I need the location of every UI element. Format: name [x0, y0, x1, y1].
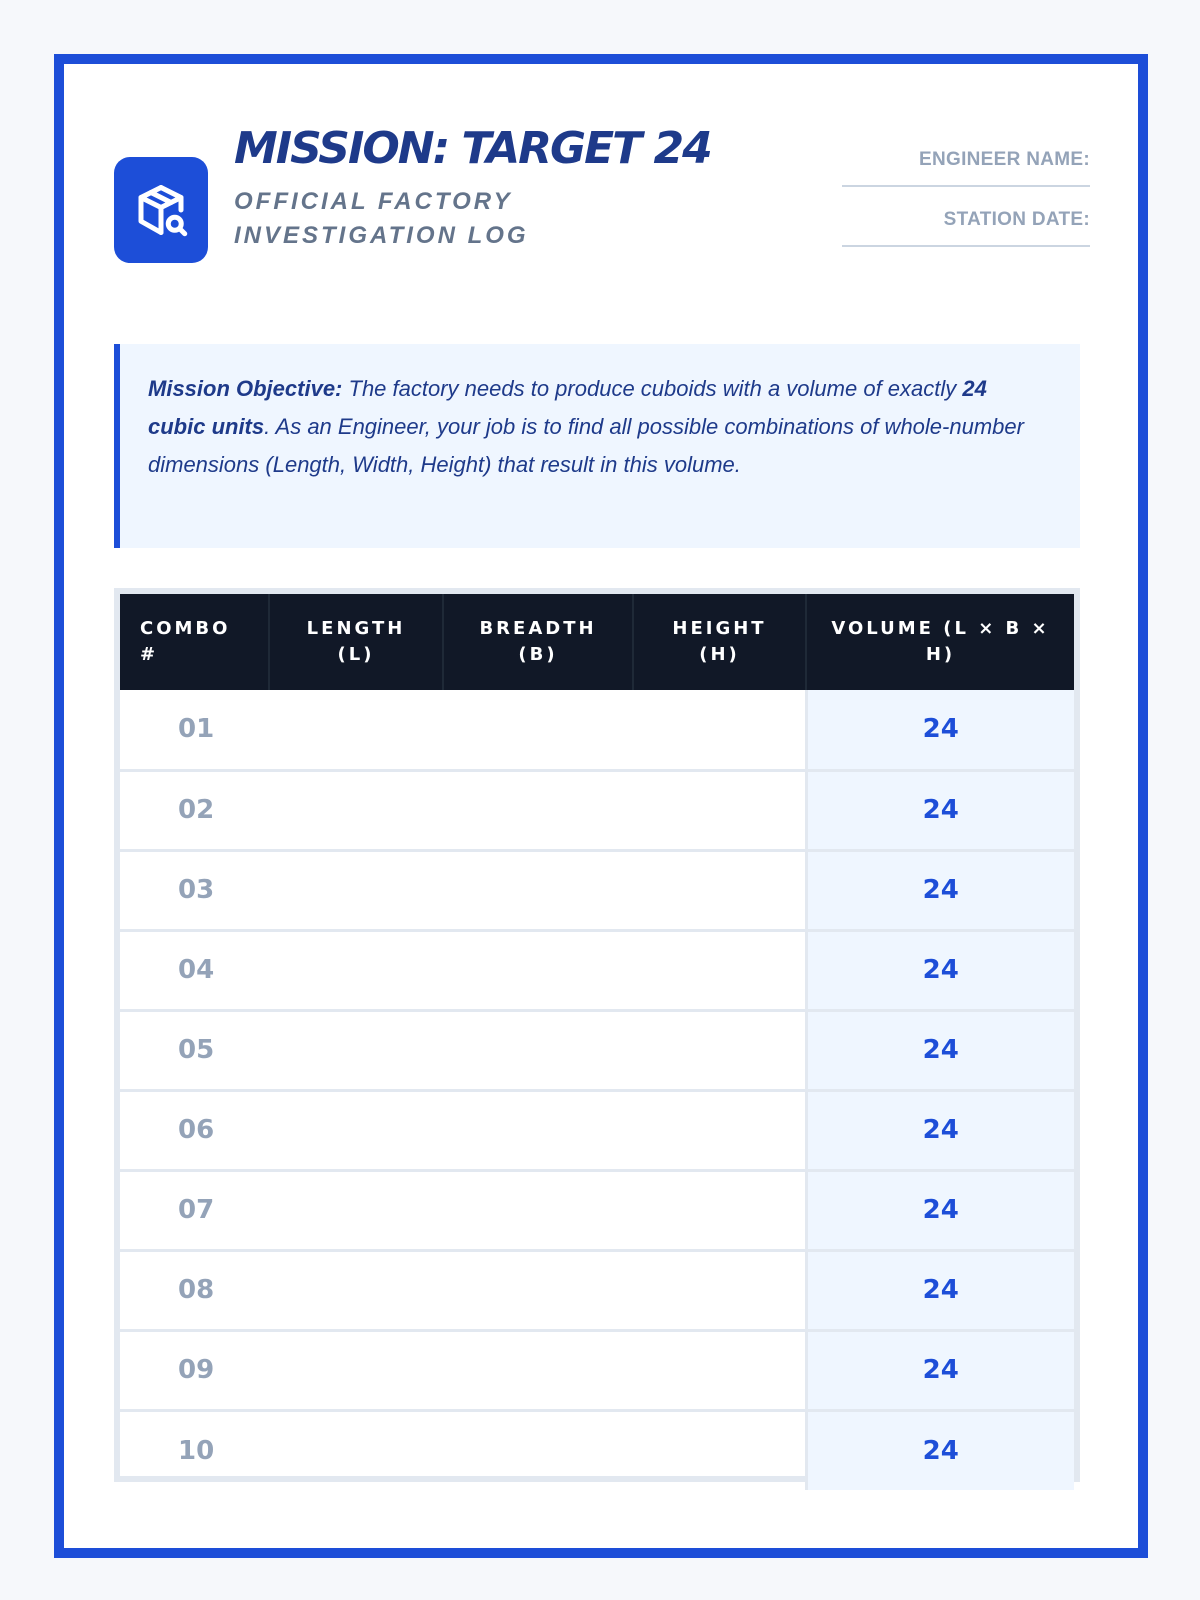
length-cell[interactable] [269, 1250, 443, 1330]
breadth-cell[interactable] [443, 1410, 633, 1490]
table-row [120, 1410, 1074, 1490]
table-row [120, 770, 1074, 850]
header-combo: COMBO # [120, 594, 269, 690]
height-cell[interactable] [633, 1170, 806, 1250]
height-cell[interactable] [633, 850, 806, 930]
objective-highlight: 24 cubic units [148, 376, 987, 439]
combo-number: 10 [178, 1435, 215, 1466]
info-fields [840, 149, 1090, 269]
page-subtitle: OFFICIAL FACTORY INVESTIGATION LOG [234, 188, 529, 249]
breadth-cell[interactable] [443, 1250, 633, 1330]
volume-cell: 24 [806, 1010, 1074, 1090]
table-row [120, 930, 1074, 1010]
table-row [120, 1090, 1074, 1170]
length-cell[interactable] [269, 850, 443, 930]
table-row [120, 1170, 1074, 1250]
table-row [120, 690, 1074, 770]
breadth-cell[interactable] [443, 1330, 633, 1410]
volume-cell: 24 [806, 1170, 1074, 1250]
length-cell[interactable] [269, 1330, 443, 1410]
length-cell[interactable] [269, 1010, 443, 1090]
combo-number: 04 [120, 930, 269, 1010]
mission-objective [114, 344, 1080, 548]
volume-cell: 24 [806, 690, 1074, 770]
combo-number: 06 [120, 1090, 269, 1170]
breadth-cell[interactable] [443, 1090, 633, 1170]
length-cell[interactable] [269, 1410, 443, 1490]
length-cell[interactable] [269, 770, 443, 850]
combo-number: 09 [120, 1330, 269, 1410]
volume-cell: 24 [806, 1410, 1074, 1490]
length-cell[interactable] [269, 1090, 443, 1170]
header-height: HEIGHT (H) [633, 594, 806, 690]
height-cell[interactable] [633, 1330, 806, 1410]
table-row [120, 1250, 1074, 1330]
table-row [120, 1010, 1074, 1090]
height-cell[interactable] [633, 1250, 806, 1330]
length-cell[interactable] [269, 1170, 443, 1250]
page-title: MISSION: TARGET 24 [234, 123, 711, 174]
volume-cell: 24 [806, 1330, 1074, 1410]
objective-lead: Mission Objective: [148, 376, 343, 401]
combinations-table [114, 588, 1080, 1482]
length-cell[interactable] [269, 690, 443, 770]
breadth-cell[interactable] [443, 850, 633, 930]
height-cell[interactable] [633, 690, 806, 770]
header [114, 119, 1090, 309]
station-date-label: STATION DATE: [943, 209, 1090, 230]
height-cell[interactable] [633, 770, 806, 850]
breadth-cell[interactable] [443, 930, 633, 1010]
combo-number: 01 [120, 690, 269, 770]
combo-number: 08 [120, 1250, 269, 1330]
height-cell[interactable] [633, 1010, 806, 1090]
combo-number: 05 [120, 1010, 269, 1090]
engineer-name-label: ENGINEER NAME: [919, 149, 1090, 170]
combo-number: 02 [120, 770, 269, 850]
objective-text-1: The factory needs to produce cuboids with a volume of exactly [342, 376, 963, 401]
table-row [120, 1330, 1074, 1410]
volume-cell: 24 [806, 770, 1074, 850]
height-cell[interactable] [633, 1410, 806, 1490]
header-breadth: BREADTH (B) [443, 594, 633, 690]
height-cell[interactable] [633, 930, 806, 1010]
objective-text-2: . As an Engineer, your job is to find all possible combinations of whole-number dimensions (Length, Width, Height) that result in this volume. [148, 414, 1024, 477]
breadth-cell[interactable] [443, 1170, 633, 1250]
package-search-icon [114, 157, 208, 263]
engineer-name-field[interactable] [842, 185, 1090, 187]
length-cell[interactable] [269, 930, 443, 1010]
table-header-row [120, 594, 1074, 690]
header-length: LENGTH (L) [269, 594, 443, 690]
station-date-field[interactable] [842, 245, 1090, 247]
combo-number: 03 [120, 850, 269, 930]
height-cell[interactable] [633, 1090, 806, 1170]
volume-cell: 24 [806, 930, 1074, 1010]
worksheet [54, 54, 1148, 1558]
combo-number: 07 [120, 1170, 269, 1250]
breadth-cell[interactable] [443, 770, 633, 850]
table-row [120, 850, 1074, 930]
volume-cell: 24 [806, 1090, 1074, 1170]
volume-cell: 24 [806, 1250, 1074, 1330]
volume-cell: 24 [806, 850, 1074, 930]
breadth-cell[interactable] [443, 1010, 633, 1090]
breadth-cell[interactable] [443, 690, 633, 770]
title-block [234, 119, 714, 253]
header-volume: VOLUME (L × B × H) [806, 594, 1074, 690]
